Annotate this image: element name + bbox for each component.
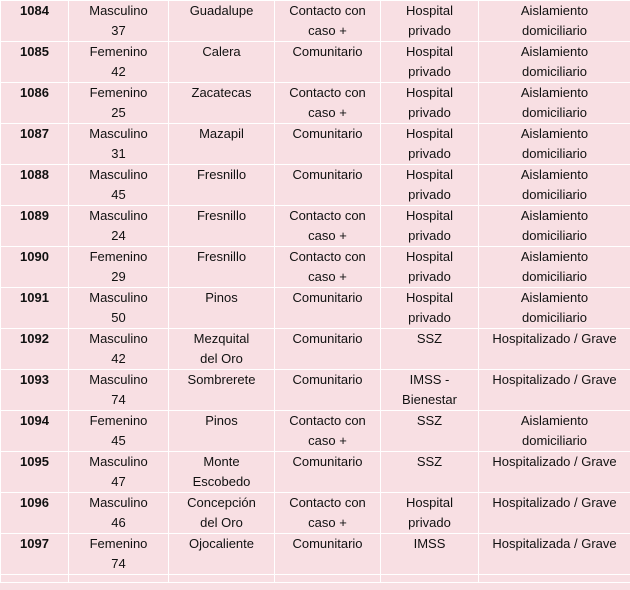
sex-label: Masculino: [89, 167, 148, 182]
case-id-cell: 1085: [1, 42, 69, 83]
sex-label: Femenino: [89, 249, 148, 264]
status-line: Aislamiento: [520, 44, 589, 59]
municipality-line: Escobedo: [192, 474, 251, 489]
municipality-cell: [169, 83, 275, 124]
health-unit-cell: [381, 1, 479, 42]
age-label: 74: [111, 556, 126, 571]
table-row: [1, 370, 630, 411]
municipality-cell: [169, 42, 275, 83]
table-row: [1, 247, 630, 288]
municipality-cell: [169, 124, 275, 165]
health-unit-line: Hospital: [406, 208, 453, 223]
status-line: Aislamiento: [520, 249, 589, 264]
age-label: 37: [111, 23, 126, 38]
table-row: [1, 124, 630, 165]
empty-cell: [69, 575, 169, 583]
status-line: Hospitalizado / Grave: [492, 454, 617, 469]
status-line: domiciliario: [521, 23, 588, 38]
sex-label: Femenino: [89, 536, 148, 551]
sex-age-cell: [69, 1, 169, 42]
case-id-cell: 1086: [1, 83, 69, 124]
contagion-cell: [275, 370, 381, 411]
municipality-line: Fresnillo: [196, 167, 247, 182]
case-id-cell: 1084: [1, 1, 69, 42]
sex-age-cell: [69, 534, 169, 575]
cases-table-body: [1, 1, 630, 583]
age-label: 24: [111, 228, 126, 243]
health-unit-line: privado: [408, 269, 451, 284]
case-id-cell: 1089: [1, 206, 69, 247]
empty-cell: [1, 575, 69, 583]
health-unit-line: Hospital: [406, 3, 453, 18]
status-cell: [479, 165, 630, 206]
contagion-line: Contacto con: [289, 3, 366, 18]
contagion-line: Comunitario: [292, 126, 363, 141]
health-unit-cell: [381, 288, 479, 329]
contagion-line: Contacto con: [289, 413, 366, 428]
contagion-cell: [275, 329, 381, 370]
status-line: Aislamiento: [520, 85, 589, 100]
contagion-line: Comunitario: [292, 167, 363, 182]
health-unit-cell: [381, 452, 479, 493]
status-line: domiciliario: [521, 64, 588, 79]
status-line: domiciliario: [521, 105, 588, 120]
case-id-cell: 1090: [1, 247, 69, 288]
contagion-cell: [275, 206, 381, 247]
table-row: [1, 493, 630, 534]
age-label: 31: [111, 146, 126, 161]
health-unit-line: privado: [408, 64, 451, 79]
sex-age-cell: [69, 124, 169, 165]
contagion-line: Comunitario: [292, 331, 363, 346]
case-id-cell: 1097: [1, 534, 69, 575]
sex-age-cell: [69, 165, 169, 206]
age-label: 42: [111, 351, 126, 366]
sex-label: Femenino: [89, 44, 148, 59]
health-unit-cell: [381, 206, 479, 247]
table-row: [1, 288, 630, 329]
contagion-cell: [275, 534, 381, 575]
sex-age-cell: [69, 370, 169, 411]
municipality-line: Mazapil: [199, 126, 244, 141]
health-unit-line: Hospital: [406, 290, 453, 305]
age-label: 45: [111, 187, 126, 202]
health-unit-line: SSZ: [416, 331, 443, 346]
table-row: [1, 411, 630, 452]
status-line: domiciliario: [521, 146, 588, 161]
health-unit-line: privado: [408, 187, 451, 202]
contagion-line: Contacto con: [289, 208, 366, 223]
health-unit-cell: [381, 42, 479, 83]
municipality-line: Fresnillo: [196, 208, 247, 223]
empty-cell: [381, 575, 479, 583]
municipality-cell: [169, 493, 275, 534]
health-unit-cell: [381, 329, 479, 370]
status-line: Aislamiento: [520, 413, 589, 428]
status-cell: [479, 329, 630, 370]
status-cell: [479, 370, 630, 411]
age-label: 42: [111, 64, 126, 79]
municipality-cell: [169, 329, 275, 370]
case-id-cell: 1091: [1, 288, 69, 329]
status-cell: [479, 247, 630, 288]
case-id-cell: 1093: [1, 370, 69, 411]
contagion-line: caso +: [308, 515, 347, 530]
municipality-line: Calera: [202, 44, 241, 59]
contagion-line: caso +: [308, 105, 347, 120]
contagion-line: Contacto con: [289, 249, 366, 264]
health-unit-line: SSZ: [416, 413, 443, 428]
health-unit-cell: [381, 124, 479, 165]
health-unit-line: Hospital: [406, 44, 453, 59]
empty-cell: [169, 575, 275, 583]
case-id-cell: 1088: [1, 165, 69, 206]
municipality-cell: [169, 247, 275, 288]
status-line: Hospitalizado / Grave: [492, 331, 617, 346]
sex-label: Masculino: [89, 208, 148, 223]
status-cell: [479, 288, 630, 329]
status-line: Hospitalizado / Grave: [492, 495, 617, 510]
municipality-line: del Oro: [200, 515, 243, 530]
municipality-cell: [169, 411, 275, 452]
health-unit-line: IMSS -: [409, 372, 450, 387]
status-line: Hospitalizada / Grave: [492, 536, 617, 551]
contagion-cell: [275, 124, 381, 165]
contagion-cell: [275, 165, 381, 206]
contagion-line: caso +: [308, 269, 347, 284]
empty-cell: [479, 575, 630, 583]
municipality-line: Sombrerete: [187, 372, 256, 387]
case-id-cell: 1094: [1, 411, 69, 452]
municipality-cell: [169, 288, 275, 329]
contagion-line: Comunitario: [292, 44, 363, 59]
status-line: Aislamiento: [520, 290, 589, 305]
sex-age-cell: [69, 329, 169, 370]
status-cell: [479, 411, 630, 452]
municipality-cell: [169, 206, 275, 247]
status-cell: [479, 206, 630, 247]
sex-label: Masculino: [89, 126, 148, 141]
municipality-line: Mezquital: [193, 331, 250, 346]
contagion-line: caso +: [308, 23, 347, 38]
age-label: 46: [111, 515, 126, 530]
sex-label: Masculino: [89, 3, 148, 18]
sex-age-cell: [69, 493, 169, 534]
case-id-cell: 1096: [1, 493, 69, 534]
health-unit-line: SSZ: [416, 454, 443, 469]
sex-label: Masculino: [89, 454, 148, 469]
table-row: [1, 1, 630, 42]
contagion-cell: [275, 493, 381, 534]
empty-cell: [275, 575, 381, 583]
municipality-line: Monte: [203, 454, 240, 469]
sex-label: Masculino: [89, 495, 148, 510]
health-unit-line: privado: [408, 146, 451, 161]
municipality-cell: [169, 165, 275, 206]
age-label: 45: [111, 433, 126, 448]
table-row: [1, 534, 630, 575]
health-unit-line: Hospital: [406, 167, 453, 182]
status-line: domiciliario: [521, 228, 588, 243]
status-line: domiciliario: [521, 310, 588, 325]
table-row: [1, 206, 630, 247]
sex-age-cell: [69, 452, 169, 493]
contagion-cell: [275, 1, 381, 42]
municipality-line: Pinos: [205, 413, 238, 428]
table-row-cropped: [1, 575, 630, 583]
sex-age-cell: [69, 42, 169, 83]
contagion-cell: [275, 247, 381, 288]
sex-label: Femenino: [89, 85, 148, 100]
municipality-cell: [169, 370, 275, 411]
status-line: Aislamiento: [520, 126, 589, 141]
status-cell: [479, 83, 630, 124]
contagion-line: caso +: [308, 228, 347, 243]
status-line: domiciliario: [521, 269, 588, 284]
health-unit-line: privado: [408, 228, 451, 243]
table-row: [1, 165, 630, 206]
sex-label: Masculino: [89, 331, 148, 346]
table-row: [1, 42, 630, 83]
municipality-cell: [169, 452, 275, 493]
age-label: 50: [111, 310, 126, 325]
municipality-line: Ojocaliente: [188, 536, 255, 551]
health-unit-line: Hospital: [406, 249, 453, 264]
contagion-line: Contacto con: [289, 495, 366, 510]
case-id-cell: 1092: [1, 329, 69, 370]
age-label: 74: [111, 392, 126, 407]
municipality-line: del Oro: [200, 351, 243, 366]
health-unit-line: privado: [408, 515, 451, 530]
health-unit-cell: [381, 370, 479, 411]
status-cell: [479, 1, 630, 42]
contagion-line: caso +: [308, 433, 347, 448]
municipality-cell: [169, 1, 275, 42]
sex-label: Femenino: [89, 413, 148, 428]
status-line: Hospitalizado / Grave: [492, 372, 617, 387]
contagion-line: Comunitario: [292, 290, 363, 305]
status-cell: [479, 534, 630, 575]
municipality-line: Fresnillo: [196, 249, 247, 264]
contagion-cell: [275, 83, 381, 124]
health-unit-cell: [381, 83, 479, 124]
municipality-line: Pinos: [205, 290, 238, 305]
municipality-line: Zacatecas: [191, 85, 252, 100]
health-unit-line: Hospital: [406, 495, 453, 510]
contagion-cell: [275, 42, 381, 83]
case-id-cell: 1087: [1, 124, 69, 165]
status-cell: [479, 124, 630, 165]
health-unit-line: privado: [408, 105, 451, 120]
status-cell: [479, 452, 630, 493]
sex-label: Masculino: [89, 372, 148, 387]
age-label: 25: [111, 105, 126, 120]
health-unit-line: Hospital: [406, 85, 453, 100]
table-row: [1, 83, 630, 124]
age-label: 47: [111, 474, 126, 489]
municipality-line: Guadalupe: [189, 3, 254, 18]
health-unit-line: privado: [408, 310, 451, 325]
case-id-cell: 1095: [1, 452, 69, 493]
health-unit-cell: [381, 165, 479, 206]
status-line: domiciliario: [521, 187, 588, 202]
status-line: Aislamiento: [520, 208, 589, 223]
health-unit-cell: [381, 534, 479, 575]
health-unit-cell: [381, 493, 479, 534]
age-label: 29: [111, 269, 126, 284]
health-unit-line: Bienestar: [402, 392, 457, 407]
contagion-line: Comunitario: [292, 454, 363, 469]
health-unit-line: Hospital: [406, 126, 453, 141]
sex-age-cell: [69, 288, 169, 329]
status-line: Aislamiento: [520, 167, 589, 182]
municipality-line: Concepción: [187, 495, 256, 510]
sex-age-cell: [69, 411, 169, 452]
contagion-line: Comunitario: [292, 536, 363, 551]
contagion-cell: [275, 452, 381, 493]
sex-age-cell: [69, 247, 169, 288]
contagion-cell: [275, 411, 381, 452]
sex-label: Masculino: [89, 290, 148, 305]
table-row: [1, 452, 630, 493]
status-cell: [479, 42, 630, 83]
health-unit-line: privado: [408, 23, 451, 38]
status-cell: [479, 493, 630, 534]
sex-age-cell: [69, 83, 169, 124]
contagion-cell: [275, 288, 381, 329]
status-line: domiciliario: [521, 433, 588, 448]
health-unit-cell: [381, 247, 479, 288]
table-row: [1, 329, 630, 370]
sex-age-cell: [69, 206, 169, 247]
health-unit-cell: [381, 411, 479, 452]
municipality-cell: [169, 534, 275, 575]
health-unit-line: IMSS: [413, 536, 446, 551]
status-line: Aislamiento: [520, 3, 589, 18]
contagion-line: Comunitario: [292, 372, 363, 387]
contagion-line: Contacto con: [289, 85, 366, 100]
